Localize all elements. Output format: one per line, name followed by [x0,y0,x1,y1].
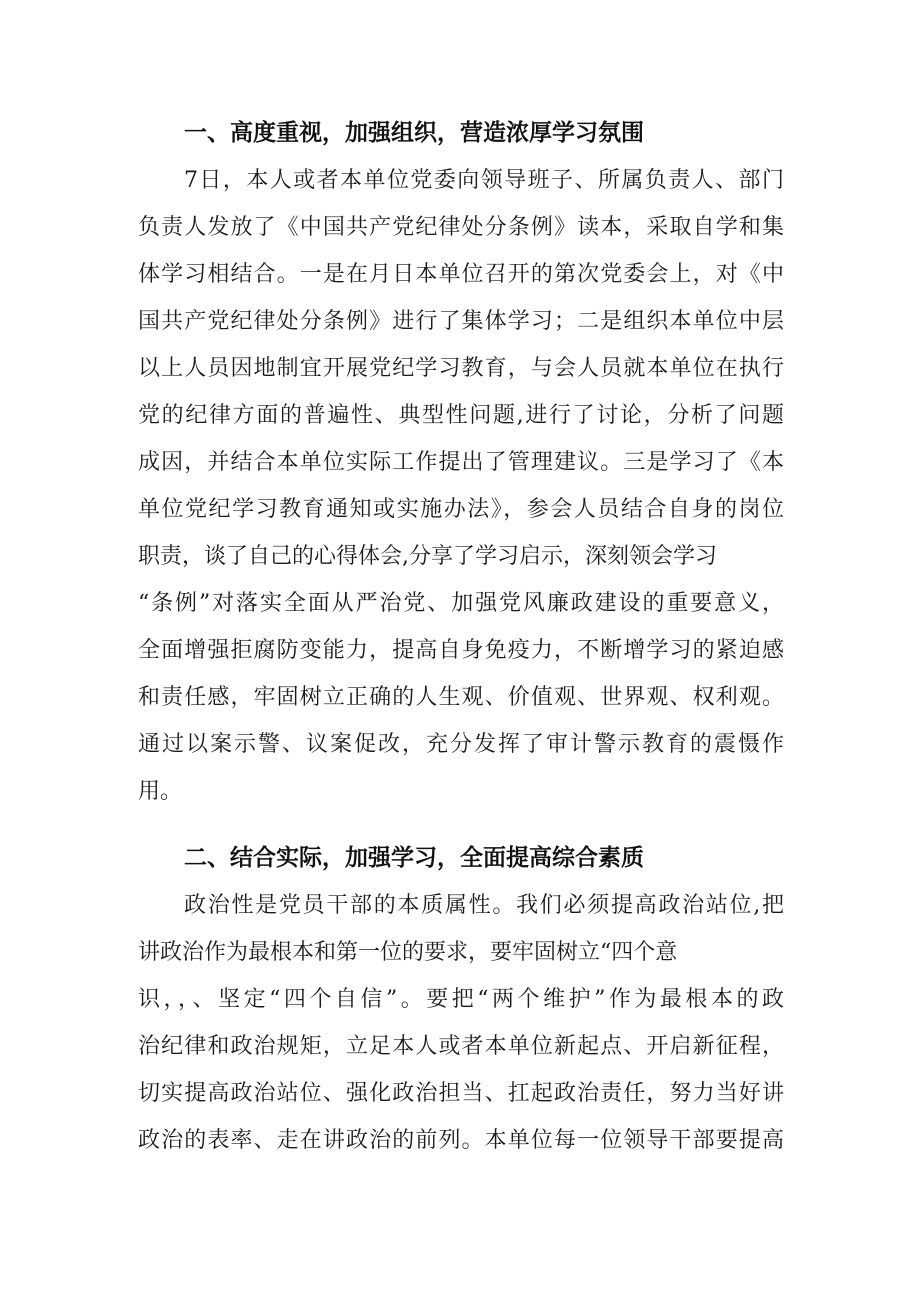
section-2-line-3: 识，，、坚定“四个自信”。要把“两个维护”作为最根本的政 [138,987,784,1012]
section-1-line-10: “条例”对落实全面从严治党、加强党风廉政建设的重要意义， [138,591,784,616]
section-1-line-3: 体学习相结合。一是在月日本单位召开的第次党委会上，对《中 [138,262,784,287]
section-1-line-12: 和责任感，牢固树立正确的人生观、价值观、世界观、权利观。 [138,685,784,710]
section-1-line-13: 通过以案示警、议案促改，充分发挥了审计警示教育的震慑作 [138,732,784,757]
section-2-line-1: 政治性是党员干部的本质属性。我们必须提高政治站位,把 [184,893,784,918]
section-1-heading: 一、高度重视，加强组织，营造浓厚学习氛围 [184,120,644,146]
section-1-line-9: 职责，谈了自己的心得体会,分享了学习启示，深刻领会学习 [138,544,717,569]
section-1-line-2: 负责人发放了《中国共产党纪律处分条例》读本，采取自学和集 [138,215,784,240]
section-1-line-7: 成因，并结合本单位实际工作提出了管理建议。三是学习了《本 [138,450,784,475]
section-1-line-11: 全面增强拒腐防变能力，提高自身免疫力，不断增学习的紧迫感 [138,638,784,663]
section-1-line-4: 国共产党纪律处分条例》进行了集体学习；二是组织本单位中层 [138,309,784,334]
section-2-line-4: 治纪律和政治规矩，立足本人或者本单位新起点、开启新征程， [138,1034,784,1059]
section-1-line-14: 用。 [138,779,183,804]
section-1-line-1: 7日，本人或者本单位党委向领导班子、所属负责人、部门 [184,168,784,193]
section-2-line-2: 讲政治作为最根本和第一位的要求，要牢固树立“四个意 [138,940,678,965]
section-1-line-6: 党的纪律方面的普遍性、典型性问题,进行了讨论，分析了问题 [138,403,784,428]
section-1-line-5: 以上人员因地制宜开展党纪学习教育，与会人员就本单位在执行 [138,356,784,381]
section-2-line-5: 切实提高政治站位、强化政治担当、扛起政治责任，努力当好讲 [138,1081,784,1106]
section-2-heading: 二、结合实际，加强学习，全面提高综合素质 [184,845,644,871]
section-1-line-8: 单位党纪学习教育通知或实施办法》，参会人员结合自身的岗位 [138,497,784,522]
section-2-line-6: 政治的表率、走在讲政治的前列。本单位每一位领导干部要提高 [138,1128,784,1153]
